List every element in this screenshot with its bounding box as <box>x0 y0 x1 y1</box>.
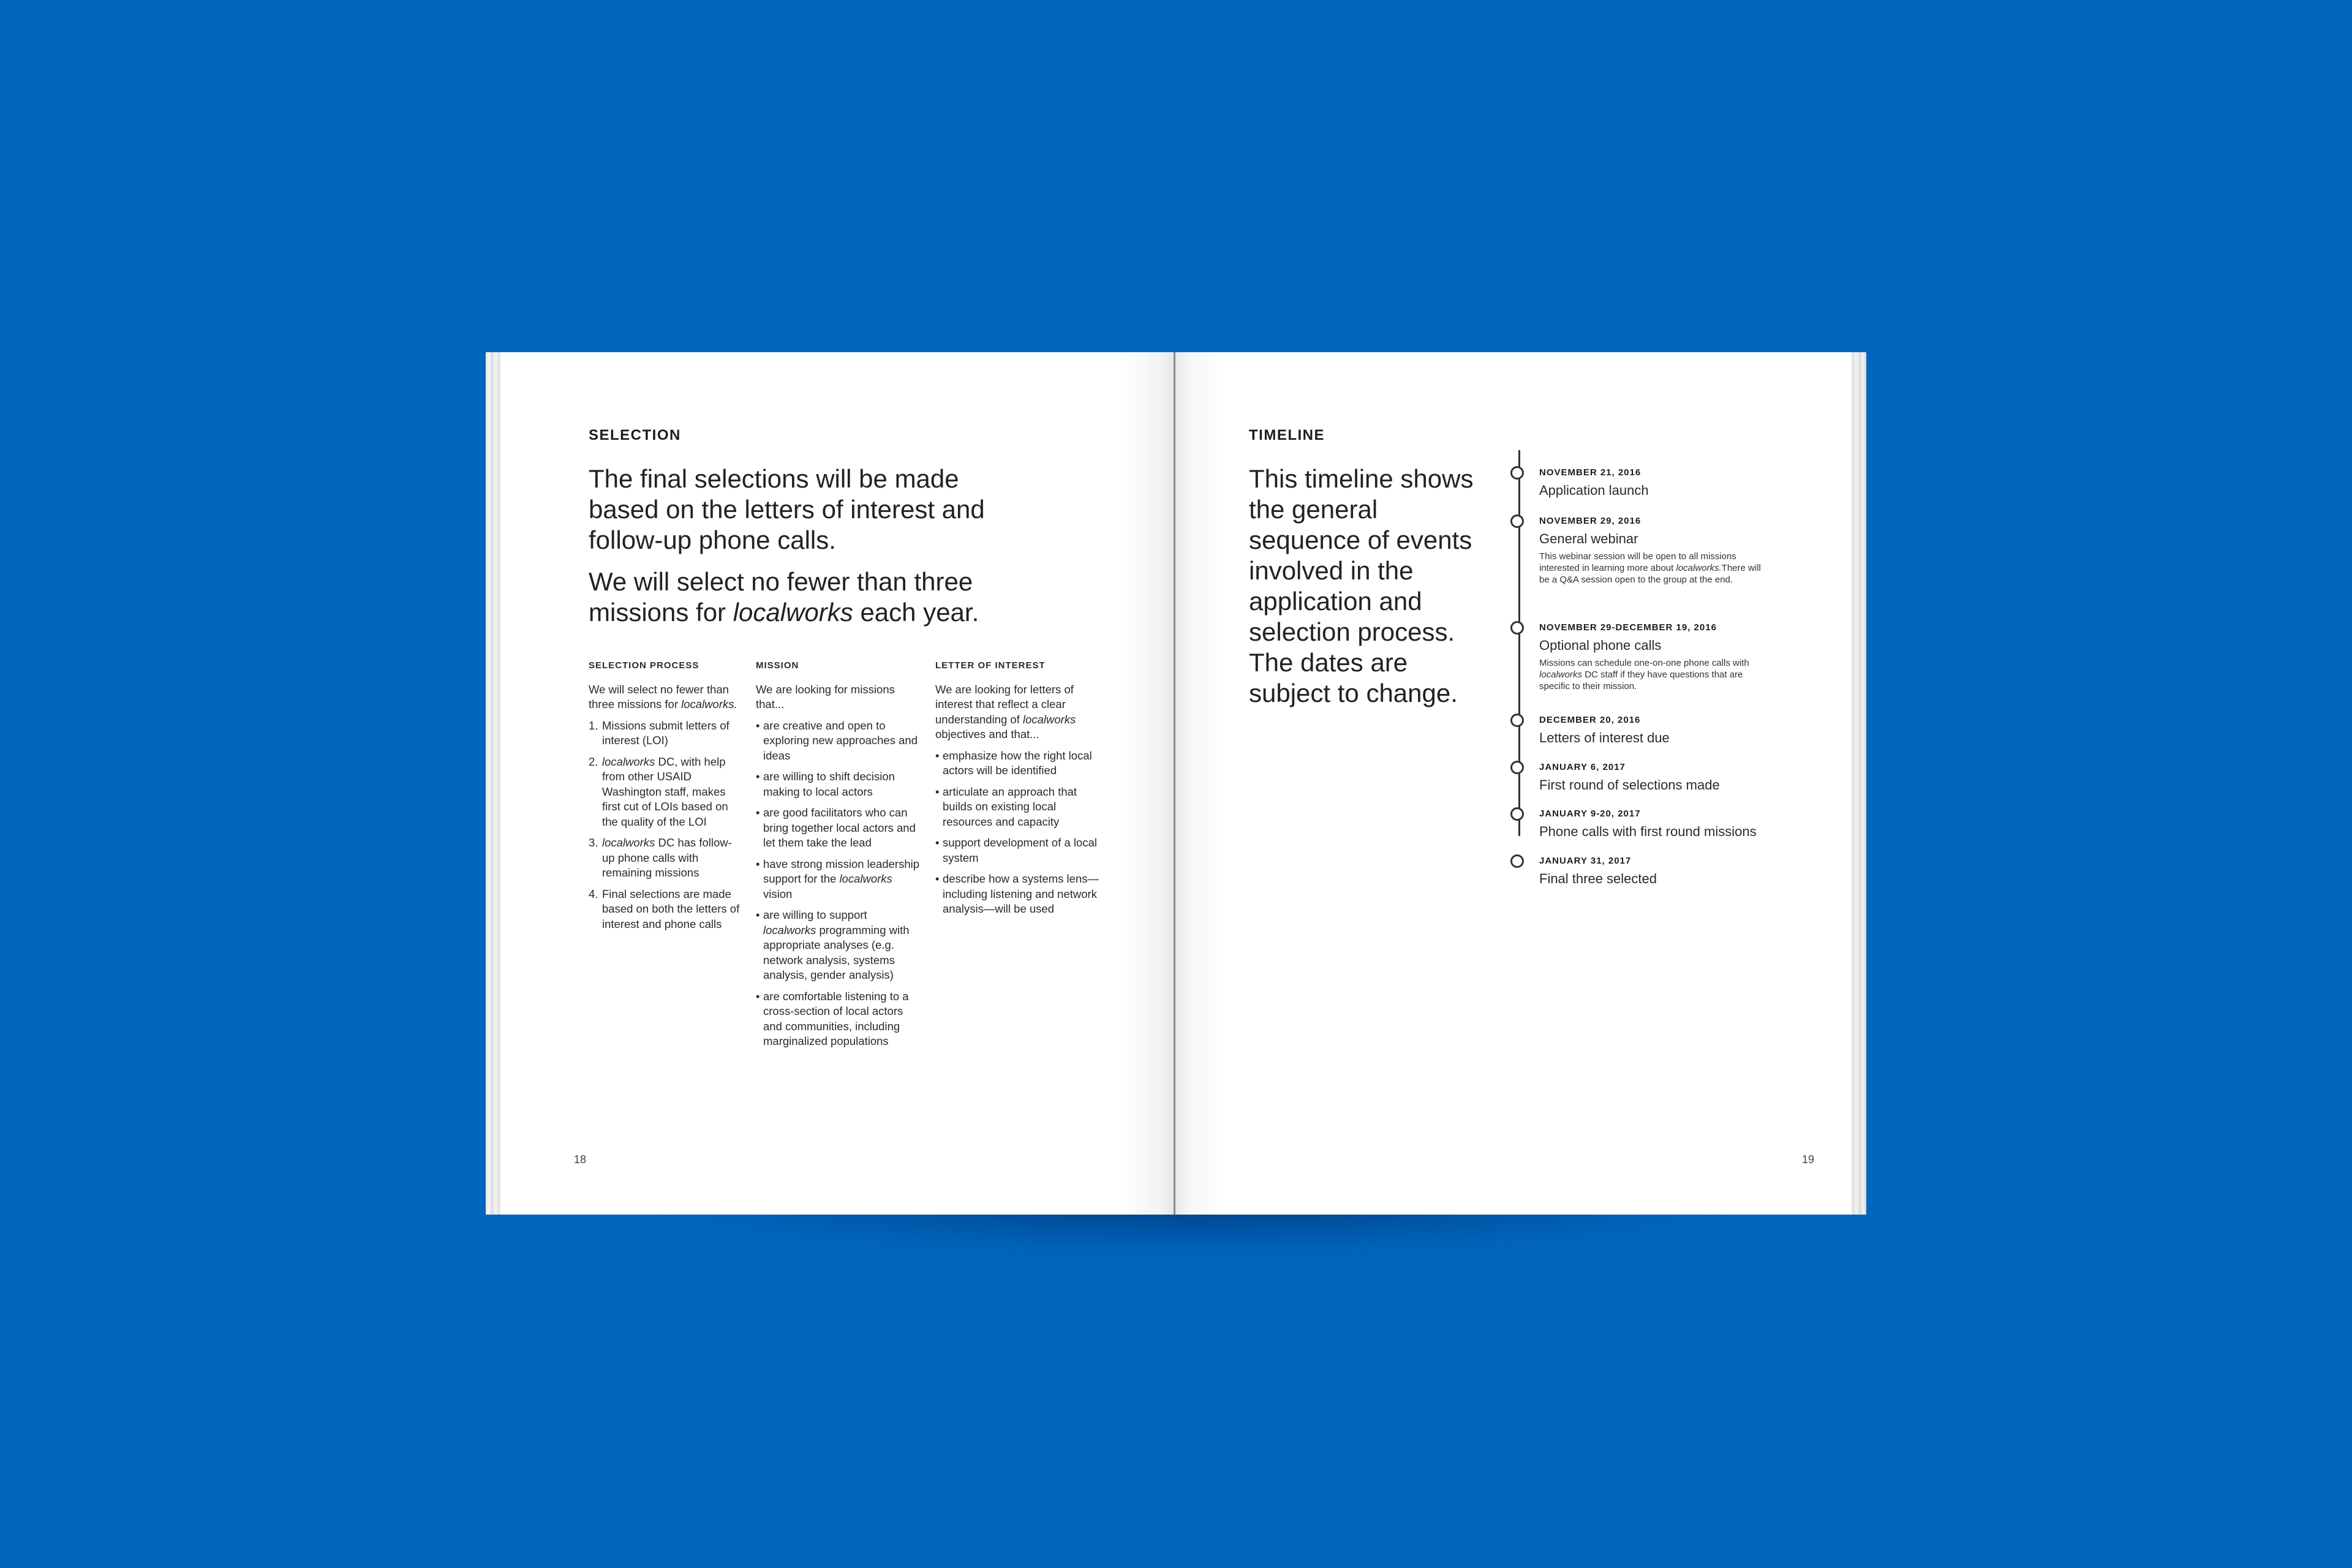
timeline-marker <box>1510 854 1524 868</box>
bullet-text: support development of a local system <box>943 836 1097 864</box>
mission-bullet <box>756 908 921 983</box>
selection-step <box>589 835 742 881</box>
description-text-end: DC staff if they have questions that are specific to their mission. <box>1539 669 1743 692</box>
timeline-description <box>1539 657 1766 692</box>
timeline-title: General webinar <box>1539 531 1638 546</box>
timeline-date: JANUARY 6, 2017 <box>1539 762 1626 772</box>
step-text: DC has follow-up phone calls with remaining missions <box>602 836 732 879</box>
timeline-date: JANUARY 31, 2017 <box>1539 856 1632 866</box>
timeline-date: JANUARY 9-20, 2017 <box>1539 809 1641 819</box>
timeline-description <box>1539 551 1766 586</box>
mission-bullet-list <box>756 718 921 1049</box>
mission-bullet <box>756 857 921 902</box>
timeline-line <box>1518 450 1520 836</box>
step-italic: localworks <box>602 755 655 768</box>
letter-of-interest-heading: LETTER OF INTEREST <box>935 660 1046 671</box>
bullet-dot: • <box>756 806 760 819</box>
selection-process-heading: SELECTION PROCESS <box>589 660 699 671</box>
selection-process-column <box>589 658 742 938</box>
timeline-title: Phone calls with first round missions <box>1539 824 1757 839</box>
letter-of-interest-column <box>935 658 1101 923</box>
selection-process-intro: We will select no fewer than three missions for localworks. <box>589 682 737 710</box>
selection-step <box>589 887 742 932</box>
step-number: 2. <box>589 755 598 768</box>
step-text: Missions submit letters of interest (LOI) <box>602 718 729 747</box>
timeline-title: Optional phone calls <box>1539 638 1662 653</box>
timeline-event-text <box>1539 762 1784 793</box>
description-italic: localworks <box>1539 669 1583 680</box>
bullet-text: are willing to shift decision making to local actors <box>763 770 895 798</box>
timeline-marker <box>1510 807 1524 821</box>
step-number: 3. <box>589 836 598 849</box>
bullet-dot: • <box>935 836 940 849</box>
left-page <box>500 352 1174 1215</box>
selection-steps-list <box>589 718 742 932</box>
lead-paragraph-2: We will select no fewer than three missions for localworks each year. <box>589 567 979 627</box>
description-text: This webinar session will be open to all missions interested in learning more about <box>1539 551 1736 573</box>
letter-of-interest-bullet <box>935 748 1101 778</box>
bullet-text-end: programming with appropriate analyses (e.g. network analysis, systems analysis, gender analysis) <box>763 923 910 981</box>
mission-bullet <box>756 989 921 1049</box>
timeline-title: Final three selected <box>1539 871 1657 886</box>
timeline-marker <box>1510 514 1524 528</box>
mission-bullet <box>756 769 921 799</box>
timeline-date: DECEMBER 20, 2016 <box>1539 715 1641 725</box>
lead-paragraph-1: The final selections will be made based on the letters of interest and follow-up phone calls. <box>589 464 985 554</box>
bullet-text: are good facilitators who can bring together local actors and let them take the lead <box>763 806 916 849</box>
bullet-italic: localworks <box>839 872 892 885</box>
description-text-end: There will be a Q&A session open to the group at the end. <box>1539 563 1761 585</box>
step-text: DC, with help from other USAID Washington staff, makes first cut of LOIs based on the quality of the LOI <box>602 755 728 828</box>
bullet-dot: • <box>756 908 760 921</box>
timeline-title: First round of selections made <box>1539 777 1720 793</box>
timeline-marker <box>1510 466 1524 480</box>
selection-heading: SELECTION <box>589 427 681 443</box>
bullet-dot: • <box>935 748 940 762</box>
bullet-text: are comfortable listening to a cross-section of local actors and communities, including marginalized populations <box>763 989 909 1047</box>
timeline-marker <box>1510 621 1524 635</box>
bullet-italic: localworks <box>763 923 816 937</box>
bullet-dot: • <box>935 785 940 798</box>
letter-of-interest-bullet <box>935 872 1101 917</box>
mission-bullet <box>756 805 921 851</box>
bullet-dot: • <box>756 989 760 1003</box>
mission-heading: MISSION <box>756 660 799 671</box>
bullet-text: have strong mission leadership support for the <box>763 857 920 885</box>
timeline-event-text <box>1539 809 1784 840</box>
timeline-date: NOVEMBER 21, 2016 <box>1539 467 1642 478</box>
timeline-event-text <box>1539 467 1784 499</box>
page-number-left: 18 <box>574 1153 587 1166</box>
timeline-marker <box>1510 761 1524 774</box>
timeline-title: Application launch <box>1539 483 1649 498</box>
timeline-marker <box>1510 714 1524 727</box>
bullet-text: articulate an approach that builds on existing local resources and capacity <box>943 785 1077 828</box>
description-text: Missions can schedule one-on-one phone calls with <box>1539 658 1749 668</box>
bullet-text: are willing to support <box>763 908 867 921</box>
mission-bullet <box>756 718 921 764</box>
step-number: 1. <box>589 718 598 732</box>
letter-of-interest-intro: We are looking for letters of interest that reflect a clear understanding of localworks objectives and that... <box>935 682 1076 741</box>
letter-of-interest-bullet <box>935 785 1101 830</box>
bullet-text-end: vision <box>763 887 793 900</box>
timeline-title: Letters of interest due <box>1539 730 1670 745</box>
selection-lead <box>589 464 1017 639</box>
timeline-date: NOVEMBER 29, 2016 <box>1539 516 1642 526</box>
selection-step <box>589 755 742 830</box>
bullet-dot: • <box>935 872 940 885</box>
page-number-right: 19 <box>1802 1153 1815 1166</box>
timeline-lead: This timeline shows the general sequence of events involved in the application and selection process. The dates are subject to change. <box>1249 464 1474 707</box>
timeline-event-text <box>1539 715 1784 746</box>
selection-step <box>589 718 742 748</box>
timeline-event-text <box>1539 856 1784 887</box>
description-italic: localworks. <box>1676 563 1722 573</box>
timeline-event-text <box>1539 622 1784 692</box>
step-text: Final selections are made based on both the letters of interest and phone calls <box>602 887 740 930</box>
timeline-date: NOVEMBER 29-DECEMBER 19, 2016 <box>1539 622 1717 633</box>
bullet-text: describe how a systems lens—including listening and network analysis—will be used <box>943 872 1099 915</box>
bullet-dot: • <box>756 718 760 732</box>
bullet-dot: • <box>756 770 760 783</box>
timeline-heading: TIMELINE <box>1249 427 1325 443</box>
bullet-text: emphasize how the right local actors will be identified <box>943 748 1092 777</box>
timeline-event-text <box>1539 516 1784 586</box>
bullet-dot: • <box>756 857 760 870</box>
bullet-text: are creative and open to exploring new approaches and ideas <box>763 718 918 762</box>
step-italic: localworks <box>602 836 655 849</box>
letter-of-interest-bullet-list <box>935 748 1101 917</box>
open-book <box>486 352 1866 1215</box>
step-number: 4. <box>589 887 598 900</box>
letter-of-interest-bullet <box>935 835 1101 865</box>
mission-intro: We are looking for missions that... <box>756 682 895 710</box>
mission-column <box>756 658 921 1055</box>
